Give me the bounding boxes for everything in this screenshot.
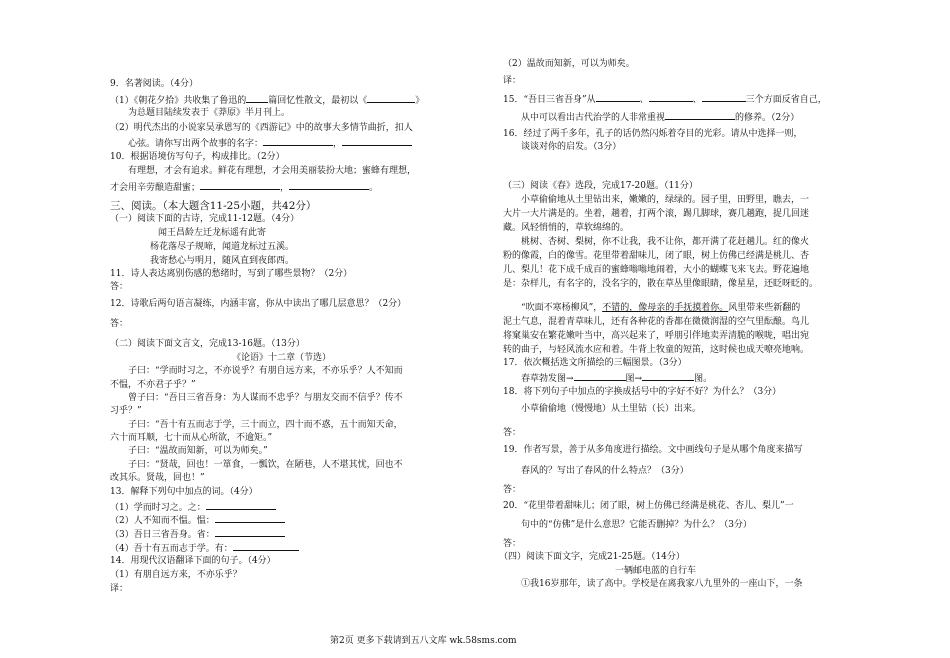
q13-blank-1[interactable]	[206, 500, 276, 510]
chun-line-8: “吹面不寒杨柳风”，不错的，像母亲的手抚摸着你。风里带来些新翻的	[521, 303, 801, 313]
q17-blank-1[interactable]	[574, 371, 626, 381]
chun-line-3: 藏。风轻悄悄的，草软绵绵的。	[503, 223, 630, 233]
lunyu-line-2: 不愠，不亦君子乎？”	[110, 380, 196, 390]
q9-part2-line1: （2）明代杰出的小说家吴承恩写的《西游记》中的故事大多情节曲折，扣人	[110, 123, 413, 133]
answer-label-q20: 答：	[503, 539, 522, 549]
left-column	[110, 0, 480, 640]
translation-label: 译：	[503, 76, 522, 86]
q13-item-3: （3）吾日三省吾身。省：	[110, 527, 285, 541]
q16-line2: 谈谈对你的启发。（3分）	[521, 142, 622, 152]
q17-blank-2[interactable]	[642, 371, 694, 381]
q13-blank-2[interactable]	[215, 513, 285, 523]
right-column	[499, 0, 843, 640]
page-footer: 第2页 更多下载请到五八文库 wk.58sms.com	[330, 636, 517, 646]
chun-line-11: 转的曲子，与轻风流水应和着。牛背上牧童的短笛，这时候也成天嘹亮地响。	[503, 345, 810, 355]
q9-part2-line2: 心弦。请你写出两个故事的名字： ，	[128, 136, 412, 150]
q14-item-1: （1）有朋自远方来，不亦乐乎？	[110, 570, 242, 580]
lunyu-line-7: 子曰：“温故而知新，可以为师矣。”	[128, 446, 268, 456]
q10-line2: 才会用辛劳酿造甜蜜； ， 。	[110, 180, 378, 194]
translation-label: 译：	[110, 584, 129, 594]
q20-line1: 20．“花里带着甜味儿；闭了眼，树上仿佛已经满是桃花、杏儿、梨儿”一	[503, 501, 794, 511]
section3-title: 三、阅读。（本大题含11-25小题，共42分）	[110, 200, 317, 212]
poem-line-2: 我寄愁心与明月，随风直到夜郎西。	[150, 256, 295, 266]
q18-sentence: 小草偷偷地（慢慢地）从土里钻（长）出来。	[521, 404, 702, 414]
q19-line2: 春风的？写出了春风的什么特点？（3分）	[521, 466, 689, 476]
q10-line1: 有理想，才会有追求。鲜花有理想，才会用美丽装扮大地；蜜蜂有理想，	[128, 166, 417, 176]
answer-label-q11: 答：	[110, 282, 129, 292]
chun-line-10: 将窠巢安在繁花嫩叶当中，高兴起来了，呼朋引伴地卖弄清脆的喉咙，唱出宛	[503, 331, 810, 341]
lunyu-line-6: 六十而耳顺，七十而从心所欲，不逾矩。”	[110, 433, 273, 443]
q9-story-blank-2[interactable]	[342, 136, 412, 146]
chun-line-9: 泥土气息，混着青草味儿，还有各种花的香都在微微润湿的空气里酝酿。鸟儿	[503, 317, 810, 327]
q19-line1: 19．作者写景，善于从多角度进行描绘。文中画线句子是从哪个角度来描写	[503, 445, 803, 455]
q18: 18．将下列句子中加点的字换成括号中的字好不好？为什么？（3分）	[503, 387, 782, 397]
lunyu-line-8: 子曰：“贤哉，回也！一箪食，一瓢饮，在陋巷，人不堪其忧，回也不	[128, 460, 403, 470]
q10-blank-2[interactable]	[289, 180, 369, 190]
answer-label-q19: 答：	[503, 485, 522, 495]
lunyu-line-3: 曾子曰：“吾日三省吾身：为人谋而不忠乎？与朋友交而不信乎？传不	[128, 393, 403, 403]
q9-title: 9．名著阅读。（4分）	[110, 79, 198, 89]
q14: 14．用现代汉语翻译下面的句子。（4分）	[110, 556, 276, 566]
poem-line-1: 杨花落尽子规啼，闻道龙标过五溪。	[150, 242, 295, 252]
chun-line-4: 桃树、杏树、梨树，你不让我，我不让你，都开满了花赶趟儿。红的像火	[521, 237, 810, 247]
chun-line-5: 粉的像霞，白的像雪。花里带着甜味儿，闭了眼，树上仿佛已经满是桃儿、杏	[503, 251, 810, 261]
lunyu-line-1: 子曰：“学而时习之，不亦说乎？有朋自远方来，不亦乐乎？人不知而	[128, 366, 403, 376]
q20-line2: 句中的“仿佛”是什么意思？它能否删掉？为什么？（3分）	[521, 520, 752, 530]
q9-blank-count[interactable]	[246, 93, 268, 103]
underlined-sentence: 不错的，像母亲的手抚摸着你。	[602, 303, 729, 313]
q9-part1-line1: （1）《朝花夕拾》共收集了鲁迅的 篇回忆性散文，最初以《 》	[110, 93, 424, 107]
q16-line1: 16．经过了两千多年，孔子的话仍然闪烁着夺目的光彩。请从中选择一则，	[503, 129, 803, 139]
q11: 11．诗人表达离别伤感的愁绪时，写到了哪些景物？（2分）	[110, 269, 353, 279]
story-title: 一辆邮电蓝的自行车	[615, 566, 697, 576]
q14-item-2: （2）温故而知新，可以为师矣。	[503, 59, 635, 69]
q10-title: 10．根据语境仿写句子，构成排比。（2分）	[110, 152, 285, 162]
poem-intro: （一）阅读下面的古诗，完成11-12题。（4分）	[110, 214, 300, 224]
lunyu-line-5: 子曰：“吾十有五而志于学，三十而立，四十而不惑，五十而知天命，	[128, 420, 403, 430]
q13-item-1: （1）学而时习之。之：	[110, 500, 276, 514]
q10-blank-1[interactable]	[200, 180, 280, 190]
lunyu-title: 《论语》十二章（节选）	[232, 353, 332, 363]
q15-blank-1[interactable]	[596, 92, 640, 102]
q17: 17．依次概括选文所描绘的三幅图景。（3分）	[503, 358, 687, 368]
story-line-1: ①我16岁那年，读了高中。学校是在离我家八九里外的一座山下，一条	[521, 579, 803, 589]
answer-label-q12: 答：	[110, 319, 129, 329]
q13-blank-4[interactable]	[233, 541, 299, 551]
chun-line-7: 是：杂样儿，有名字的，没名字的，散在草丛里像眼睛，像星星，还眨呀眨的。	[503, 279, 819, 289]
chun-intro: （三）阅读《春》选段，完成17-20题。（11分）	[503, 181, 698, 191]
q9-part1-line2: 为总题目陆续发表于《莽原》半月刊上。	[128, 108, 291, 118]
poem-title: 闻王昌龄左迁龙标遥有此寄	[158, 228, 267, 238]
q13-item-4: （4）吾十有五而志于学。有：	[110, 541, 299, 555]
answer-label-q18: 答：	[503, 428, 522, 438]
chun-line-2: 大片一大片满是的。坐着，趟着，打两个滚，踢几脚球，赛几趟跑，捉几回迷	[503, 209, 810, 219]
q13-item-2: （2）人不知而不愠。愠：	[110, 513, 285, 527]
chun-line-1: 小草偷偷地从土里钻出来，嫩嫩的，绿绿的。园子里，田野里，瞧去，一	[521, 195, 810, 205]
section4-intro: （四）阅读下面文字，完成21-25题。（14分）	[499, 552, 685, 562]
q12: 12．诗歌后两句语言凝练，内涵丰富，你从中读出了哪几层意思？（2分）	[110, 299, 407, 309]
q15-line2: 从中可以看出古代治学的人非常重视 的修养。（2分）	[521, 110, 799, 124]
lunyu-line-4: 习乎？”	[110, 406, 142, 416]
q15-blank-3[interactable]	[702, 92, 746, 102]
lunyu-line-9: 改其乐。贤哉，回也！”	[110, 473, 205, 483]
q15-line1: 15．“吾日三省吾身”从 、 、 三个方面反省自己，	[503, 92, 827, 106]
lunyu-intro: （二）阅读下面文言文，完成13-16题。（13分）	[110, 339, 305, 349]
q15-blank-2[interactable]	[649, 92, 693, 102]
q9-story-blank-1[interactable]	[263, 136, 333, 146]
chun-line-6: 儿、梨儿！花下成千成百的蜜蜂嗡嗡地闹着，大小的蝴蝶飞来飞去。野花遍地	[503, 265, 810, 275]
q17-chain: 春草勃发图→ 图→ 图。	[521, 371, 712, 385]
q13-blank-3[interactable]	[215, 527, 285, 537]
q9-blank-title[interactable]	[367, 93, 415, 103]
q13: 13．解释下列句中加点的词。（4分）	[110, 487, 258, 497]
q15-blank-4[interactable]	[665, 110, 735, 120]
